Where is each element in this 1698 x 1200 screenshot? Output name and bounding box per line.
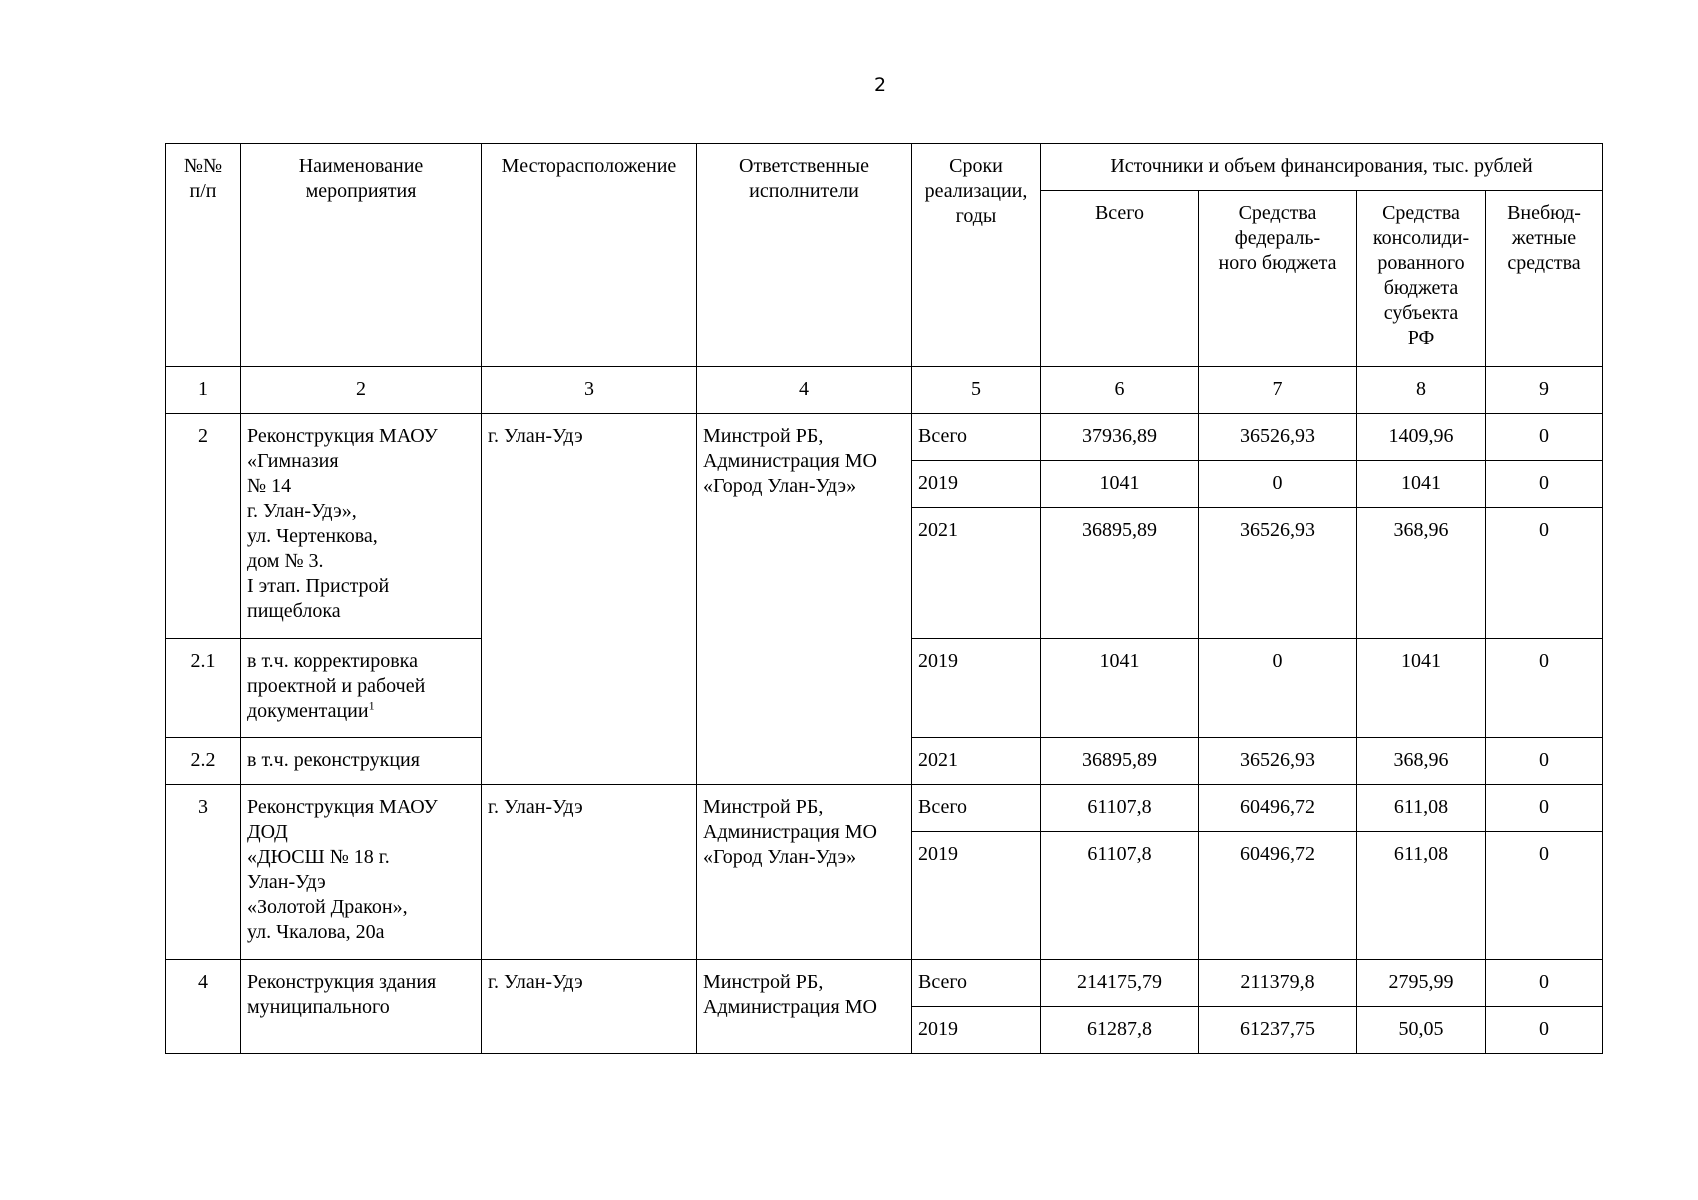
row-federal: 36526,93 bbox=[1199, 414, 1357, 461]
col-number: 8 bbox=[1357, 367, 1486, 414]
row-num: 2.1 bbox=[166, 639, 241, 738]
row-name bbox=[241, 639, 482, 738]
header-total: Всего bbox=[1041, 191, 1199, 367]
header-consolidated: Средства консолиди- рованного бюджета субъекта РФ bbox=[1357, 191, 1486, 367]
row-federal: 0 bbox=[1199, 461, 1357, 508]
col-number: 5 bbox=[912, 367, 1041, 414]
row-federal: 0 bbox=[1199, 639, 1357, 738]
row-extra: 0 bbox=[1486, 738, 1603, 785]
row-term: Всего bbox=[912, 414, 1041, 461]
row-consolidated: 611,08 bbox=[1357, 785, 1486, 832]
row-term: 2019 bbox=[912, 832, 1041, 960]
header-terms: Сроки реализации, годы bbox=[912, 144, 1041, 367]
row-name-text: в т.ч. корректировка проектной и рабочей документации bbox=[247, 650, 426, 722]
row-federal: 60496,72 bbox=[1199, 832, 1357, 960]
row-extra: 0 bbox=[1486, 960, 1603, 1007]
col-number: 3 bbox=[482, 367, 697, 414]
row-federal: 36526,93 bbox=[1199, 738, 1357, 785]
header-location: Месторасположение bbox=[482, 144, 697, 367]
row-extra: 0 bbox=[1486, 639, 1603, 738]
col-number: 2 bbox=[241, 367, 482, 414]
table-row bbox=[166, 960, 1603, 1007]
row-name: Реконструкция МАОУ ДОД «ДЮСШ № 18 г. Улан-Удэ «Золотой Дракон», ул. Чкалова, 20а bbox=[241, 785, 482, 960]
header-funding: Источники и объем финансирования, тыс. рублей bbox=[1041, 144, 1603, 191]
row-location: г. Улан-Удэ bbox=[482, 960, 697, 1054]
header-federal: Средства федераль- ного бюджета bbox=[1199, 191, 1357, 367]
row-extra: 0 bbox=[1486, 832, 1603, 960]
row-extra: 0 bbox=[1486, 414, 1603, 461]
row-term: 2021 bbox=[912, 738, 1041, 785]
col-number: 7 bbox=[1199, 367, 1357, 414]
col-number: 6 bbox=[1041, 367, 1199, 414]
row-total: 36895,89 bbox=[1041, 508, 1199, 639]
row-term: Всего bbox=[912, 960, 1041, 1007]
table-row bbox=[166, 414, 1603, 461]
row-location: г. Улан-Удэ bbox=[482, 414, 697, 785]
row-consolidated: 1041 bbox=[1357, 639, 1486, 738]
row-term: 2019 bbox=[912, 461, 1041, 508]
row-extra: 0 bbox=[1486, 461, 1603, 508]
row-consolidated: 50,05 bbox=[1357, 1007, 1486, 1054]
row-responsible: Минстрой РБ, Администрация МО «Город Улан-Удэ» bbox=[697, 414, 912, 785]
col-number: 4 bbox=[697, 367, 912, 414]
header-responsible: Ответственные исполнители bbox=[697, 144, 912, 367]
row-total: 214175,79 bbox=[1041, 960, 1199, 1007]
row-extra: 0 bbox=[1486, 785, 1603, 832]
row-total: 61107,8 bbox=[1041, 832, 1199, 960]
financing-table bbox=[165, 143, 1603, 1054]
row-term: 2021 bbox=[912, 508, 1041, 639]
row-term: Всего bbox=[912, 785, 1041, 832]
row-num: 2.2 bbox=[166, 738, 241, 785]
row-consolidated: 1041 bbox=[1357, 461, 1486, 508]
table-row bbox=[166, 785, 1603, 832]
row-num: 3 bbox=[166, 785, 241, 960]
row-consolidated: 611,08 bbox=[1357, 832, 1486, 960]
row-consolidated: 368,96 bbox=[1357, 738, 1486, 785]
row-consolidated: 368,96 bbox=[1357, 508, 1486, 639]
row-name: Реконструкция здания муниципального bbox=[241, 960, 482, 1054]
row-federal: 61237,75 bbox=[1199, 1007, 1357, 1054]
row-extra: 0 bbox=[1486, 508, 1603, 639]
row-consolidated: 2795,99 bbox=[1357, 960, 1486, 1007]
row-federal: 211379,8 bbox=[1199, 960, 1357, 1007]
row-federal: 60496,72 bbox=[1199, 785, 1357, 832]
row-term: 2019 bbox=[912, 1007, 1041, 1054]
row-num: 2 bbox=[166, 414, 241, 639]
row-total: 61287,8 bbox=[1041, 1007, 1199, 1054]
row-total: 1041 bbox=[1041, 461, 1199, 508]
row-consolidated: 1409,96 bbox=[1357, 414, 1486, 461]
footnote-mark: 1 bbox=[368, 698, 375, 713]
col-number: 1 bbox=[166, 367, 241, 414]
row-total: 37936,89 bbox=[1041, 414, 1199, 461]
row-num: 4 bbox=[166, 960, 241, 1054]
header-extrabudget: Внебюд- жетные средства bbox=[1486, 191, 1603, 367]
row-name: в т.ч. реконструкция bbox=[241, 738, 482, 785]
col-number: 9 bbox=[1486, 367, 1603, 414]
row-location: г. Улан-Удэ bbox=[482, 785, 697, 960]
row-federal: 36526,93 bbox=[1199, 508, 1357, 639]
row-term: 2019 bbox=[912, 639, 1041, 738]
row-extra: 0 bbox=[1486, 1007, 1603, 1054]
row-responsible: Минстрой РБ, Администрация МО bbox=[697, 960, 912, 1054]
page-number: 2 bbox=[873, 74, 887, 96]
row-responsible: Минстрой РБ, Администрация МО «Город Улан-Удэ» bbox=[697, 785, 912, 960]
header-name: Наименование мероприятия bbox=[241, 144, 482, 367]
row-total: 61107,8 bbox=[1041, 785, 1199, 832]
header-num: №№ п/п bbox=[166, 144, 241, 367]
row-total: 36895,89 bbox=[1041, 738, 1199, 785]
row-total: 1041 bbox=[1041, 639, 1199, 738]
row-name: Реконструкция МАОУ «Гимназия № 14 г. Улан-Удэ», ул. Чертенкова, дом № 3. I этап. Пристрой пищеблока bbox=[241, 414, 482, 639]
